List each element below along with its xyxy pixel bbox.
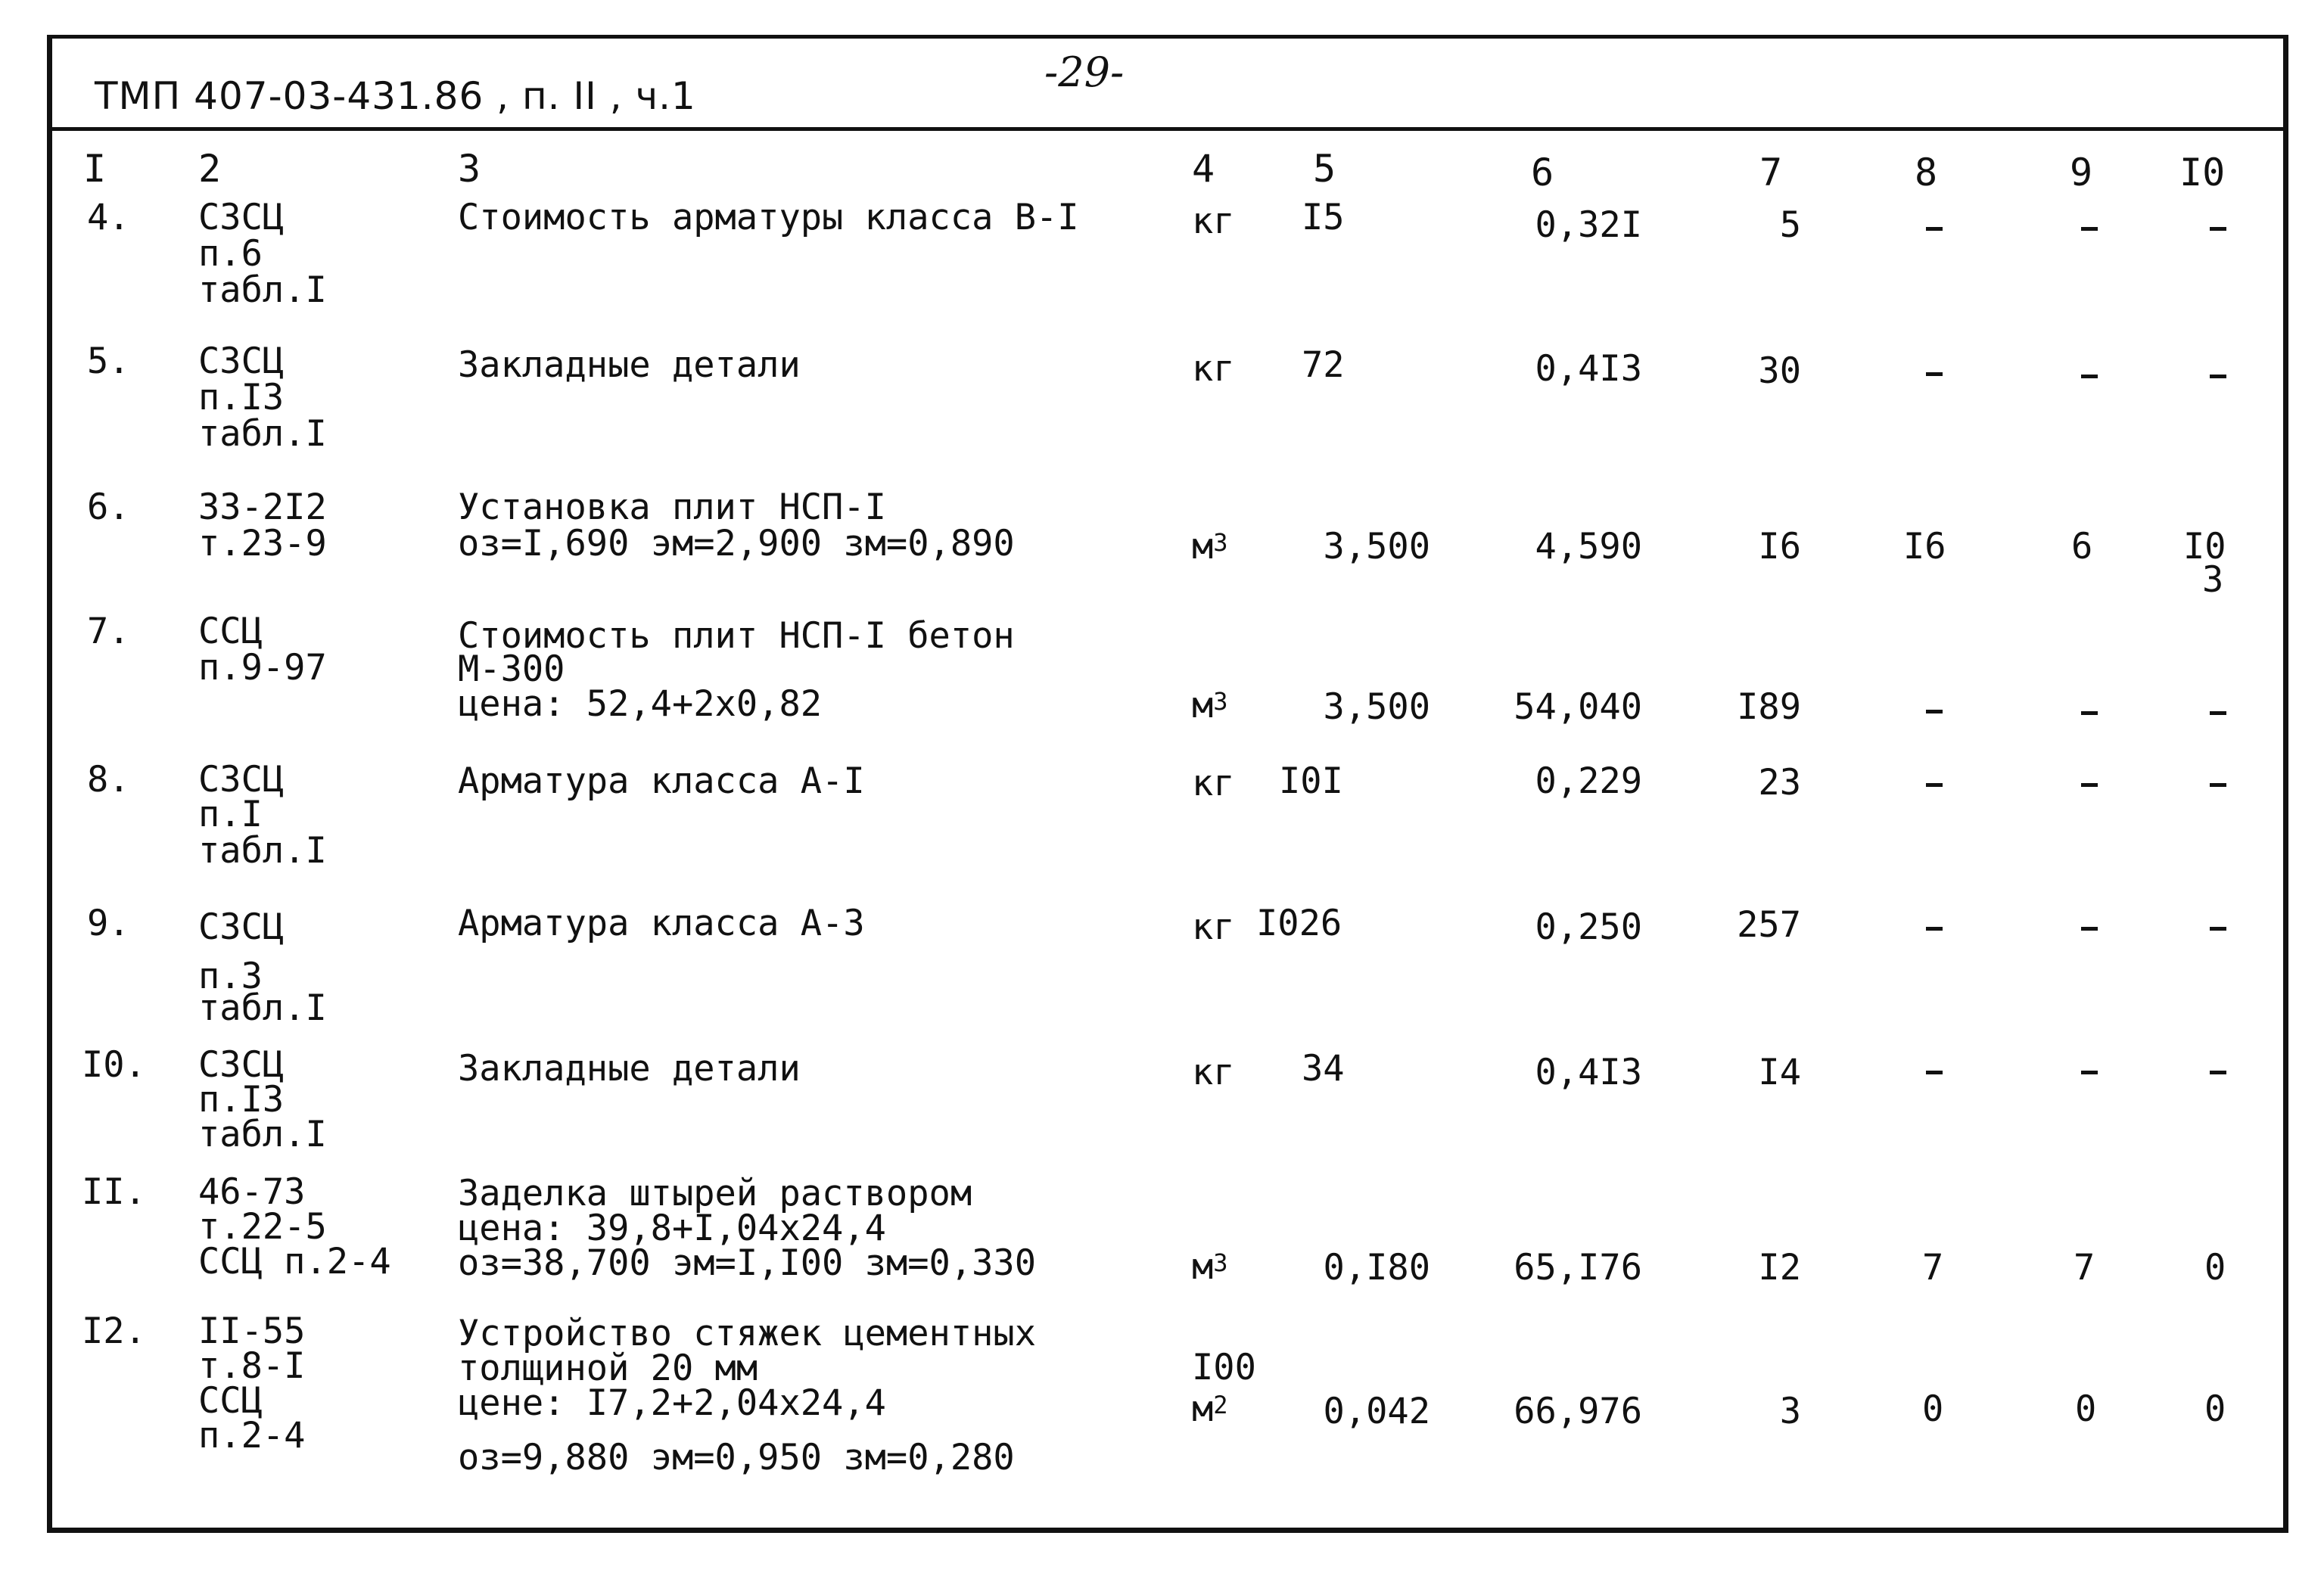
column-header: 2 — [198, 147, 222, 191]
row-col7: 257 — [1737, 904, 1801, 946]
dash-mark — [1926, 1071, 1943, 1074]
column-header: 5 — [1313, 147, 1336, 191]
row-description: Стоимость плит НСП-I бетон — [458, 615, 1015, 657]
row-col7: I89 — [1737, 686, 1801, 728]
row-col7: I4 — [1758, 1052, 1801, 1093]
row-unit — [1192, 1388, 1228, 1430]
column-header: 9 — [2070, 151, 2093, 194]
row-code: СЗСЦ — [198, 340, 285, 382]
row-col10: I0 — [2183, 526, 2226, 567]
row-description: оз=38,700 эм=I,I00 зм=0,330 — [458, 1242, 1037, 1284]
row-description: толщиной 20 мм — [458, 1348, 758, 1389]
row-code: п.3 — [198, 956, 263, 997]
row-col10: 0 — [2204, 1388, 2226, 1430]
row-price: 66,976 — [1514, 1391, 1642, 1432]
header-rule — [47, 127, 2288, 131]
row-code: п.6 — [198, 233, 263, 275]
unit-superscript: 3 — [1213, 687, 1228, 716]
dash-mark — [2210, 783, 2226, 787]
row-code: СЗСЦ — [198, 906, 285, 948]
row-code: ССЦ п.2-4 — [198, 1241, 391, 1282]
dash-mark — [1926, 227, 1943, 231]
row-description: Стоимость арматуры класса В-I — [458, 197, 1079, 238]
column-header: 7 — [1759, 151, 1783, 194]
row-code: II-55 — [198, 1310, 306, 1352]
row-unit: кг — [1192, 1052, 1235, 1093]
row-number: 8. — [87, 759, 130, 800]
column-header: 4 — [1192, 147, 1215, 191]
row-description: Арматура класса А-I — [458, 760, 865, 802]
row-number: 5. — [87, 340, 130, 382]
unit-superscript: 3 — [1213, 1248, 1228, 1277]
row-price: 65,I76 — [1514, 1247, 1642, 1289]
row-description: М-300 — [458, 648, 565, 690]
document-code: ТМП 407-03-431.86 , п. II , ч.1 — [95, 74, 696, 118]
row-col7: 3 — [1779, 1391, 1801, 1432]
row-price: 4,590 — [1535, 526, 1642, 567]
row-col7: I2 — [1758, 1247, 1801, 1289]
column-header: I0 — [2179, 151, 2226, 194]
row-col9: 7 — [2074, 1247, 2095, 1289]
row-number: 4. — [87, 197, 130, 238]
row-code: табл.I — [198, 269, 327, 311]
row-unit: кг — [1192, 348, 1235, 390]
row-col10-extra: 3 — [2202, 559, 2224, 601]
row-col8: 0 — [1922, 1388, 1944, 1430]
row-code: т.23-9 — [198, 523, 327, 564]
column-header: I — [83, 147, 107, 191]
row-unit-multiplier: I00 — [1192, 1347, 1256, 1388]
row-quantity: 72 — [1302, 344, 1345, 386]
dash-mark — [2081, 711, 2098, 715]
row-description: оз=I,690 эм=2,900 зм=0,890 — [458, 523, 1015, 564]
dash-mark — [2081, 783, 2098, 787]
dash-mark — [2081, 227, 2098, 231]
row-price: 0,32I — [1535, 204, 1642, 246]
row-description: цена: 52,4+2х0,82 — [458, 683, 823, 725]
row-quantity: I026 — [1256, 903, 1342, 944]
column-header: 6 — [1531, 151, 1554, 194]
row-description: цена: 39,8+I,04х24,4 — [458, 1208, 886, 1249]
row-description: оз=9,880 эм=0,950 зм=0,280 — [458, 1437, 1015, 1478]
row-col8: 7 — [1922, 1247, 1944, 1289]
dash-mark — [2081, 927, 2098, 931]
unit-text: м — [1192, 1246, 1214, 1288]
row-code: п.I3 — [198, 1079, 285, 1121]
row-code: 33-2I2 — [198, 487, 327, 528]
page-border — [47, 35, 2288, 1533]
unit-superscript: 3 — [1213, 528, 1228, 557]
row-price: 0,229 — [1535, 760, 1642, 802]
row-code: СЗСЦ — [198, 759, 285, 800]
row-code: 46-73 — [198, 1171, 306, 1213]
row-col10: 0 — [2204, 1247, 2226, 1289]
page-number: -29- — [1044, 48, 1125, 96]
row-description: Установка плит НСП-I — [458, 487, 886, 528]
row-unit: кг — [1192, 201, 1235, 242]
row-quantity: I0I — [1279, 760, 1343, 802]
row-col7: 5 — [1779, 204, 1801, 246]
row-unit: кг — [1192, 763, 1235, 804]
row-code: СЗСЦ — [198, 1044, 285, 1086]
row-number: 9. — [87, 903, 130, 944]
column-header: 8 — [1915, 151, 1938, 194]
row-col7: 30 — [1758, 350, 1801, 392]
unit-text: м — [1192, 526, 1214, 567]
dash-mark — [2210, 227, 2226, 231]
row-unit: кг — [1192, 906, 1235, 948]
row-price: 0,4I3 — [1535, 348, 1642, 390]
row-col9: 6 — [2071, 526, 2093, 567]
row-price: 0,4I3 — [1535, 1052, 1642, 1093]
row-quantity: 34 — [1302, 1048, 1345, 1090]
column-header: 3 — [458, 147, 481, 191]
dash-mark — [1926, 927, 1943, 931]
row-price: 54,040 — [1514, 686, 1642, 728]
row-code: п.I3 — [198, 377, 285, 418]
dash-mark — [2210, 927, 2226, 931]
row-number: I0. — [82, 1044, 146, 1086]
row-number: I2. — [82, 1310, 146, 1352]
row-unit — [1192, 526, 1228, 567]
dash-mark — [2081, 375, 2098, 378]
row-quantity: I5 — [1302, 197, 1345, 238]
row-number: II. — [82, 1171, 146, 1213]
row-description: Арматура класса А-3 — [458, 903, 865, 944]
dash-mark — [1926, 783, 1943, 787]
row-unit — [1192, 1246, 1228, 1288]
row-quantity: 3,500 — [1323, 686, 1430, 728]
row-quantity: 0,042 — [1323, 1391, 1430, 1432]
unit-superscript: 2 — [1213, 1391, 1228, 1419]
unit-text: м — [1192, 1388, 1214, 1430]
row-code: п.2-4 — [198, 1415, 306, 1456]
row-quantity: 3,500 — [1323, 526, 1430, 567]
row-code: табл.I — [198, 1114, 327, 1155]
row-col8: I6 — [1903, 526, 1946, 567]
row-code: т.22-5 — [198, 1206, 327, 1248]
dash-mark — [2210, 711, 2226, 715]
row-code: СЗСЦ — [198, 197, 285, 238]
row-description: Закладные детали — [458, 1048, 801, 1090]
dash-mark — [2210, 1071, 2226, 1074]
dash-mark — [2210, 375, 2226, 378]
unit-text: м — [1192, 685, 1214, 726]
row-code: т.8-I — [198, 1345, 306, 1387]
row-description: Устройство стяжек цементных — [458, 1313, 1037, 1354]
row-number: 7. — [87, 611, 130, 652]
row-code: табл.I — [198, 987, 327, 1029]
row-unit — [1192, 685, 1228, 726]
dash-mark — [1926, 372, 1943, 376]
row-description: Закладные детали — [458, 344, 801, 386]
row-code: п.I — [198, 794, 263, 835]
row-col9: 0 — [2075, 1388, 2097, 1430]
row-price: 0,250 — [1535, 906, 1642, 948]
row-code: ССЦ — [198, 611, 263, 652]
row-code: п.9-97 — [198, 647, 327, 689]
row-code: табл.I — [198, 413, 327, 455]
row-quantity: 0,I80 — [1323, 1247, 1430, 1289]
row-description: цене: I7,2+2,04х24,4 — [458, 1382, 886, 1424]
row-code: ССЦ — [198, 1380, 263, 1422]
row-col7: 23 — [1758, 762, 1801, 804]
row-number: 6. — [87, 487, 130, 528]
dash-mark — [1926, 710, 1943, 713]
row-col7: I6 — [1758, 526, 1801, 567]
row-description: Заделка штырей раствором — [458, 1173, 972, 1214]
dash-mark — [2081, 1071, 2098, 1074]
row-code: табл.I — [198, 830, 327, 872]
